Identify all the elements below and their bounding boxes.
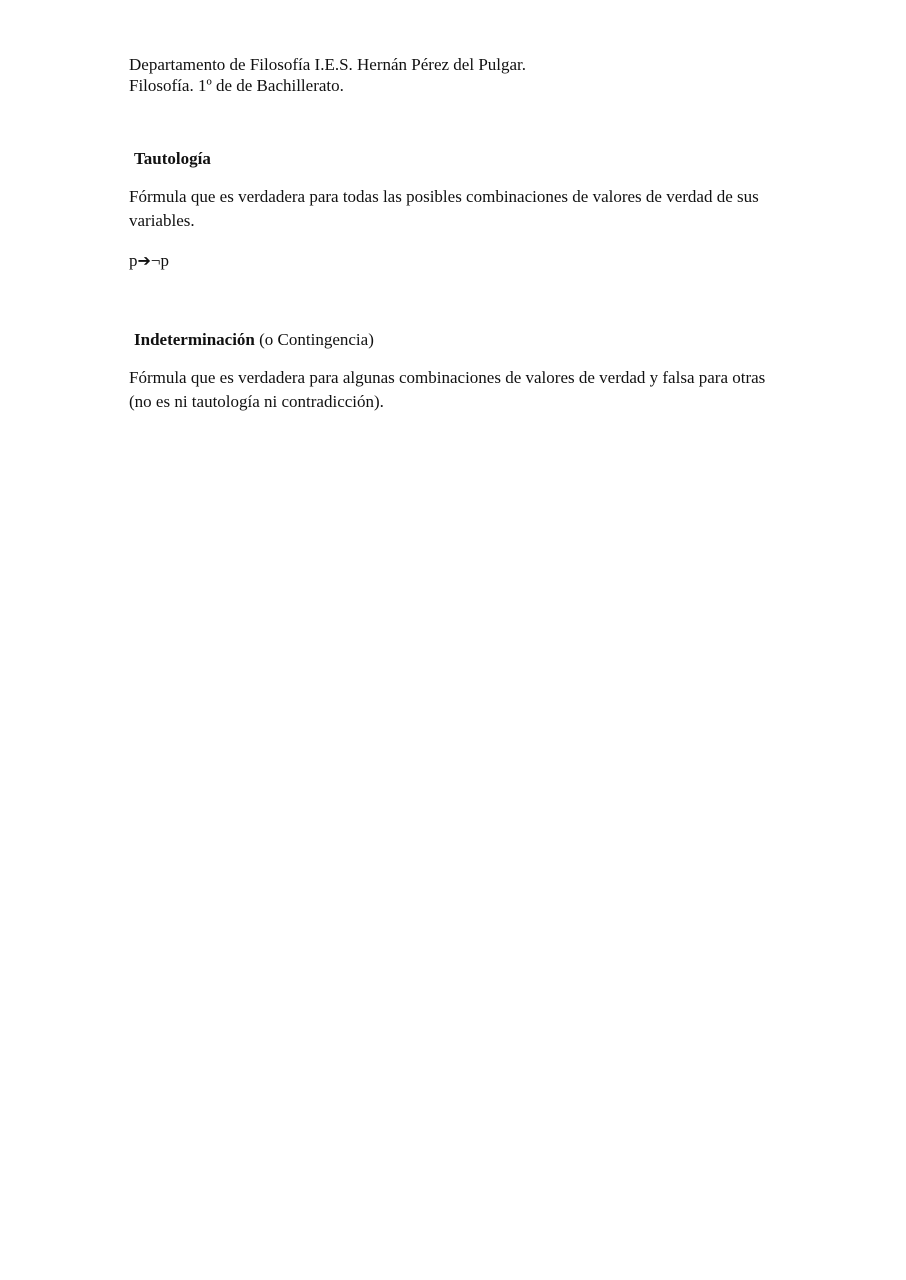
implication-arrow-icon: ➔ <box>137 251 151 270</box>
section-title-extra: (o Contingencia) <box>254 330 374 349</box>
formula-left: p <box>129 251 138 270</box>
section-title-tautologia <box>134 148 211 169</box>
definition-tautologia: Fórmula que es verdadera para todas las posibles combinaciones de valores de verdad de sus variables. <box>129 187 759 230</box>
header-course: Filosofía. 1º de de Bachillerato. <box>129 76 344 95</box>
definition-indeterminacion: Fórmula que es verdadera para algunas combinaciones de valores de verdad y falsa para otras (no es ni tautología ni contradicción). <box>129 368 766 411</box>
formula-example <box>129 249 169 273</box>
section-title-indeterminacion <box>134 329 374 350</box>
section-title-text: Indeterminación <box>134 330 255 349</box>
section-title-text: Tautología <box>134 149 211 168</box>
header-department: Departamento de Filosofía I.E.S. Hernán Pérez del Pulgar. <box>129 55 527 74</box>
formula-right: ¬p <box>150 251 169 270</box>
